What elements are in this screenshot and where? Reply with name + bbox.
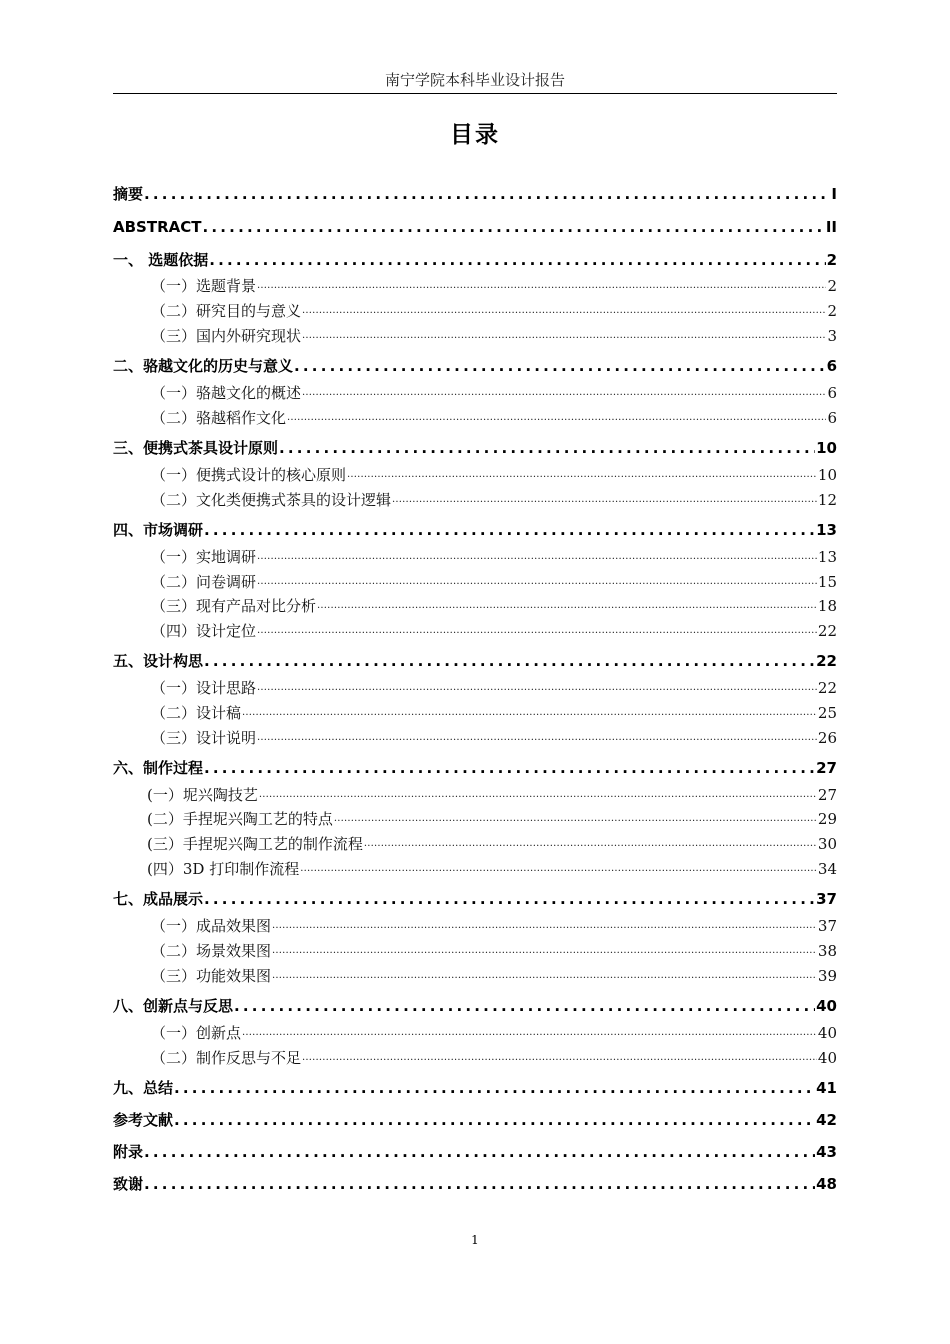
toc-subentry[interactable] <box>113 301 837 321</box>
toc-leader-dots <box>300 859 817 879</box>
toc-entry-label: （三）国内外研究现状 <box>151 327 302 345</box>
toc-leader-dots <box>272 916 817 936</box>
toc-entry-page: 15 <box>817 573 837 591</box>
toc-leader-dots <box>302 383 826 403</box>
toc-entry[interactable] <box>113 217 837 237</box>
toc-entry-label: 摘要 <box>113 185 144 203</box>
toc-entry-label: 三、便携式茶具设计原则 <box>113 439 279 457</box>
page-header: 南宁学院本科毕业设计报告 <box>113 70 837 94</box>
toc-leader-dots <box>144 1142 815 1162</box>
toc-entry-page: 42 <box>816 1111 837 1129</box>
toc-subentry[interactable] <box>113 465 837 485</box>
toc-entry-label: 七、成品展示 <box>113 890 204 908</box>
toc-entry-label: （一）设计思路 <box>151 679 257 697</box>
toc-subentry[interactable] <box>113 703 837 723</box>
toc-entry-page: 18 <box>817 597 837 615</box>
toc-leader-dots <box>202 217 824 237</box>
toc-entry[interactable] <box>113 1142 837 1162</box>
toc-leader-dots <box>144 184 830 204</box>
toc-leader-dots <box>302 1048 817 1068</box>
toc-leader-dots <box>257 728 817 748</box>
toc-leader-dots <box>294 356 826 376</box>
toc-entry-label: （一）创新点 <box>151 1024 242 1042</box>
toc-subentry[interactable] <box>113 547 837 567</box>
toc-leader-dots <box>257 678 817 698</box>
toc-leader-dots <box>302 326 826 346</box>
toc-entry-label: （二）场景效果图 <box>151 942 272 960</box>
toc-subentry[interactable] <box>113 916 837 936</box>
toc-leader-dots <box>334 809 817 829</box>
toc-leader-dots <box>272 966 817 986</box>
toc-leader-dots <box>144 1174 815 1194</box>
toc-subentry[interactable] <box>113 326 837 346</box>
toc-entry[interactable] <box>113 889 837 909</box>
toc-entry-label: ABSTRACT <box>113 218 202 236</box>
toc-entry-page: 22 <box>817 622 837 640</box>
toc-entry-label: （二）问卷调研 <box>151 573 257 591</box>
toc-entry-label: （三）现有产品对比分析 <box>151 597 317 615</box>
toc-entry-label: （二）研究目的与意义 <box>151 302 302 320</box>
toc-leader-dots <box>242 1023 817 1043</box>
toc-entry-label: (二）手捏坭兴陶工艺的特点 <box>147 810 333 828</box>
toc-subentry[interactable] <box>113 1023 837 1043</box>
toc-entry-page: 6 <box>827 384 837 402</box>
toc-entry-label: (三）手捏坭兴陶工艺的制作流程 <box>147 835 363 853</box>
toc-entry-page: 2 <box>827 277 837 295</box>
toc-entry-page: 12 <box>817 491 837 509</box>
toc-subentry[interactable] <box>113 809 837 829</box>
toc-entry[interactable] <box>113 250 837 270</box>
toc-entry-label: （三）功能效果图 <box>151 967 272 985</box>
toc-leader-dots <box>347 465 817 485</box>
toc-leader-dots <box>174 1110 815 1130</box>
toc-subentry[interactable] <box>113 1048 837 1068</box>
toc-leader-dots <box>209 250 825 270</box>
toc-leader-dots <box>204 651 815 671</box>
toc-entry-label: （二）制作反思与不足 <box>151 1049 302 1067</box>
toc-leader-dots <box>259 785 817 805</box>
toc-entry-label: （四）设计定位 <box>151 622 257 640</box>
toc-subentry[interactable] <box>113 966 837 986</box>
toc-entry-page: 48 <box>816 1175 837 1193</box>
page-number: 1 <box>471 1233 479 1247</box>
toc-subentry[interactable] <box>113 941 837 961</box>
toc-entry-label: （三）设计说明 <box>151 729 257 747</box>
toc-entry-page: 26 <box>817 729 837 747</box>
toc-leader-dots <box>364 834 817 854</box>
toc-leader-dots <box>392 490 817 510</box>
toc-entry-page: 2 <box>826 251 837 269</box>
toc-entry-label: (四）3D 打印制作流程 <box>147 860 300 878</box>
toc-entry[interactable] <box>113 1078 837 1098</box>
toc-entry-page: 27 <box>817 786 837 804</box>
toc-subentry[interactable] <box>113 859 837 879</box>
toc-entry-label: （一）选题背景 <box>151 277 257 295</box>
toc-entry-label: （一）成品效果图 <box>151 917 272 935</box>
toc-entry-page: 39 <box>817 967 837 985</box>
toc-entry-label: （一）实地调研 <box>151 548 257 566</box>
toc-entry-page: II <box>825 218 837 236</box>
toc-leader-dots <box>234 996 815 1016</box>
toc-entry-label: 五、设计构思 <box>113 652 204 670</box>
toc-entry-label: 八、创新点与反思 <box>113 997 234 1015</box>
toc-entry-page: 6 <box>826 357 837 375</box>
toc-entry-page: 3 <box>827 327 837 345</box>
toc-leader-dots <box>317 596 817 616</box>
toc-entry-label: 致谢 <box>113 1175 144 1193</box>
toc-entry-page: 40 <box>817 1049 837 1067</box>
toc-leader-dots <box>257 276 826 296</box>
toc-subentry[interactable] <box>113 383 837 403</box>
toc-entry-page: 6 <box>827 409 837 427</box>
toc-entry-page: 10 <box>817 466 837 484</box>
toc-subentry[interactable] <box>113 621 837 641</box>
toc-entry-page: 2 <box>827 302 837 320</box>
toc-entry-page: 29 <box>817 810 837 828</box>
toc-entry-label: （二）骆越稻作文化 <box>151 409 287 427</box>
toc-subentry[interactable] <box>113 596 837 616</box>
toc-entry-label: （一）便携式设计的核心原则 <box>151 466 347 484</box>
toc-entry-page: 41 <box>816 1079 837 1097</box>
toc-entry-page: 22 <box>816 652 837 670</box>
toc-entry-label: (一）坭兴陶技艺 <box>147 786 258 804</box>
toc-entry[interactable] <box>113 1174 837 1194</box>
toc-leader-dots <box>204 520 815 540</box>
toc-leader-dots <box>287 408 826 428</box>
toc-entry[interactable] <box>113 520 837 540</box>
toc-entry-page: 13 <box>816 521 837 539</box>
toc-entry[interactable] <box>113 184 837 204</box>
toc-entry[interactable] <box>113 356 837 376</box>
toc-entry-page: 13 <box>817 548 837 566</box>
toc-entry-page: 22 <box>817 679 837 697</box>
toc-leader-dots <box>257 621 817 641</box>
toc-subentry[interactable] <box>113 785 837 805</box>
toc-entry-page: 30 <box>817 835 837 853</box>
toc-entry-label: 四、市场调研 <box>113 521 204 539</box>
toc-entry-label: （二）设计稿 <box>151 704 242 722</box>
toc-subentry[interactable] <box>113 678 837 698</box>
toc-entry-label: 附录 <box>113 1143 144 1161</box>
toc-entry-label: 二、骆越文化的历史与意义 <box>113 357 294 375</box>
toc-entry[interactable] <box>113 438 837 458</box>
toc-entry-page: 37 <box>816 890 837 908</box>
toc-entry-label: 一、 选题依据 <box>113 251 209 269</box>
toc-subentry[interactable] <box>113 572 837 592</box>
toc-entry-page: 43 <box>816 1143 837 1161</box>
toc-entry-page: 27 <box>816 759 837 777</box>
toc-entry[interactable] <box>113 651 837 671</box>
toc-entry-page: 25 <box>817 704 837 722</box>
toc-entry-page: 10 <box>816 439 837 457</box>
toc-entry-label: 参考文献 <box>113 1111 174 1129</box>
toc-subentry[interactable] <box>113 276 837 296</box>
toc-subentry[interactable] <box>113 834 837 854</box>
toc-leader-dots <box>257 547 817 567</box>
toc-entry-page: 40 <box>816 997 837 1015</box>
toc-entry-label: （二）文化类便携式茶具的设计逻辑 <box>151 491 392 509</box>
toc-leader-dots <box>257 572 817 592</box>
toc-leader-dots <box>174 1078 815 1098</box>
toc-leader-dots <box>204 889 815 909</box>
toc-entry-page: 37 <box>817 917 837 935</box>
toc-leader-dots <box>272 941 817 961</box>
toc-entry[interactable] <box>113 758 837 778</box>
toc-entry-label: 九、总结 <box>113 1079 174 1097</box>
toc-entry-page: 34 <box>817 860 837 878</box>
toc-entry[interactable] <box>113 996 837 1016</box>
toc-entry-label: 六、制作过程 <box>113 759 204 777</box>
toc-subentry[interactable] <box>113 728 837 748</box>
toc-leader-dots <box>204 758 815 778</box>
toc-entry[interactable] <box>113 1110 837 1130</box>
toc-subentry[interactable] <box>113 408 837 428</box>
toc-entry-page: 40 <box>817 1024 837 1042</box>
toc-leader-dots <box>302 301 826 321</box>
toc-subentry[interactable] <box>113 490 837 510</box>
toc-leader-dots <box>242 703 817 723</box>
toc-entry-page: I <box>831 185 837 203</box>
toc-title: 目录 <box>450 122 500 148</box>
toc-entry-label: （一）骆越文化的概述 <box>151 384 302 402</box>
toc-entry-page: 38 <box>817 942 837 960</box>
toc-leader-dots <box>279 438 815 458</box>
